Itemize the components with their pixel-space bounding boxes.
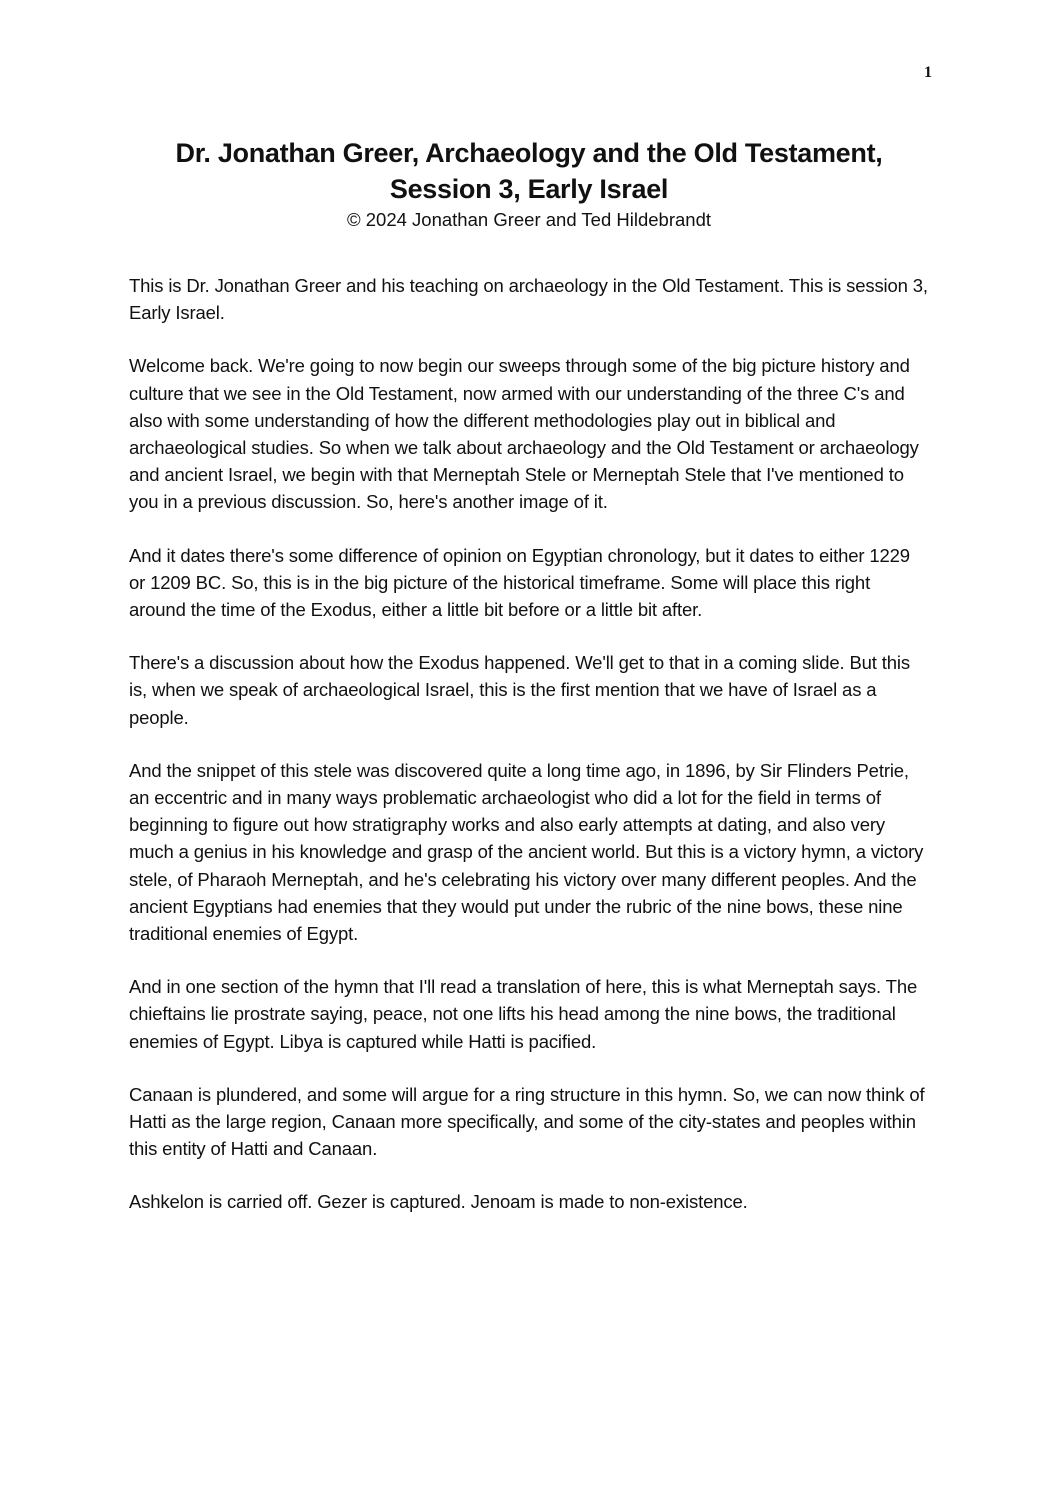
paragraph: And the snippet of this stele was discovered quite a long time ago, in 1896, by Sir Flinders Petrie, an eccentric and in many ways problematic archaeologist who did a lot for the field in terms of beginning to figure out how stratigraphy works and also early attempts at dating, and also very much a genius in his knowledge and grasp of the ancient world. But this is a victory hymn, a victory stele, of Pharaoh Merneptah, and he's celebrating his victory over many different peoples. And the ancient Egyptians had enemies that they would put under the rubric of the nine bows, these nine traditional enemies of Egypt. xyxy=(129,759,924,945)
page-number: 1 xyxy=(924,64,932,81)
paragraph: There's a discussion about how the Exodus happened. We'll get to that in a coming slide. But this is, when we speak of archaeological Israel, this is the first mention that we have of Israel as a people. xyxy=(129,652,910,728)
paragraph: Welcome back. We're going to now begin our sweeps through some of the big picture history and culture that we see in the Old Testament, now armed with our understanding of the three C's and also with some understanding of how the different methodologies play out in biblical and archaeological studies. So when we talk about archaeology and the Old Testament or archaeology and ancient Israel, we begin with that Merneptah Stele or Merneptah Stele that I've mentioned to you in a previous discussion. So, here's another image of it. xyxy=(129,355,919,513)
paragraph: Ashkelon is carried off. Gezer is captured. Jenoam is made to non-existence. xyxy=(129,1191,748,1213)
paragraph: And it dates there's some difference of opinion on Egyptian chronology, but it dates to either 1229 or 1209 BC. So, this is in the big picture of the historical timeframe. Some will place this right around the time of the Exodus, either a little bit before or a little bit after. xyxy=(129,544,910,621)
copyright-line: © 2024 Jonathan Greer and Ted Hildebrandt xyxy=(346,209,711,230)
paragraph: Canaan is plundered, and some will argue for a ring structure in this hymn. So, we can now think of Hatti as the large region, Canaan more specifically, and some of the city-states and peoples within this entity of Hatti and Canaan. xyxy=(129,1083,925,1160)
paragraph: And in one section of the hymn that I'll read a translation of here, this is what Merneptah says. The chieftains lie prostrate saying, peace, not one lifts his head among the nine bows, the traditional enemies of Egypt. Libya is captured while Hatti is pacified. xyxy=(129,976,918,1052)
document-header xyxy=(130,135,928,233)
paragraph: This is Dr. Jonathan Greer and his teaching on archaeology in the Old Testament. This is session 3, Early Israel. xyxy=(129,275,928,324)
document-title: Dr. Jonathan Greer, Archaeology and the Old Testament, Session 3, Early Israel xyxy=(175,138,883,204)
transcript-body xyxy=(129,272,929,1242)
